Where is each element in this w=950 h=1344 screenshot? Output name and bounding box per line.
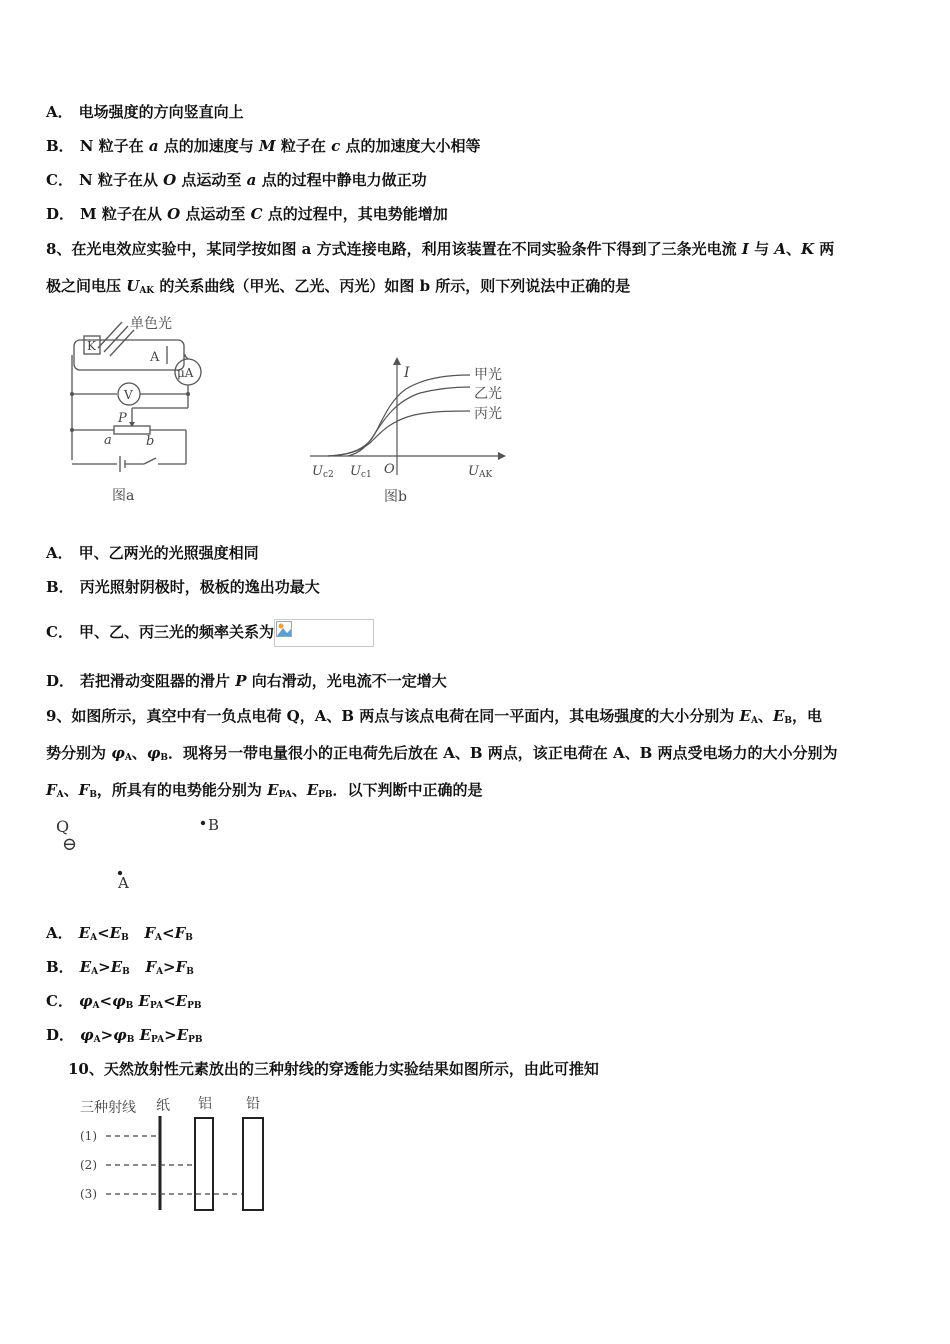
q8-option-a[interactable]: A． 甲、乙两光的光照强度相同 bbox=[46, 544, 259, 562]
q8-stem-line2: 极之间电压 $U_{AK}$ 的关系曲线（甲光、乙光、丙光）如图 b 所示，则下列说法中正确的是 bbox=[46, 277, 631, 296]
q10-stem: 10、天然放射性元素放出的三种射线的穿透能力实验结果如图所示，由此可推知 bbox=[68, 1060, 599, 1078]
curve-bing bbox=[328, 411, 470, 456]
label-lead: 铅 bbox=[246, 1096, 260, 1112]
q7-option-b[interactable]: B． N 粒子在 a 点的加速度与 M 粒子在 c 点的加速度大小相等 bbox=[46, 137, 481, 155]
q8-stem-line1: 8、在光电效应实验中，某同学按如图 a 方式连接电路，利用该装置在不同实验条件下得到了三条光电流 I 与 A、K 两 bbox=[46, 240, 835, 258]
figure-q10-penetration bbox=[76, 1090, 276, 1220]
q9-option-d[interactable]: D． $\varphi_A>\varphi_B$ $E_{PA}>E_{PB}$ bbox=[46, 1026, 203, 1045]
label-uc1: Uc1 bbox=[350, 464, 372, 480]
figure-a-caption: 图a bbox=[112, 488, 135, 504]
label-b: B bbox=[208, 816, 220, 834]
label-uc2: Uc2 bbox=[312, 464, 334, 480]
q9-option-a[interactable]: A． $E_A<E_B$ $F_A<F_B$ bbox=[46, 924, 193, 943]
label-b-end: b bbox=[146, 434, 155, 449]
label-ray-1: (1) bbox=[80, 1129, 97, 1143]
label-a-end: a bbox=[104, 433, 112, 448]
q7-option-a[interactable]: A． 电场强度的方向竖直向上 bbox=[46, 103, 244, 121]
image-icon bbox=[276, 621, 292, 637]
lead-block bbox=[243, 1118, 263, 1210]
label-ray-3: (3) bbox=[80, 1187, 97, 1201]
figure-b-curves bbox=[300, 355, 530, 515]
label-a: A bbox=[150, 350, 160, 365]
aluminum-block bbox=[195, 1118, 213, 1210]
q7-option-c[interactable]: C． N 粒子在从 O 点运动至 a 点的过程中静电力做正功 bbox=[46, 171, 427, 189]
curve-jia bbox=[328, 375, 470, 456]
q8-option-b[interactable]: B． 丙光照射阴极时，极板的逸出功最大 bbox=[46, 578, 320, 596]
label-light: 单色光 bbox=[130, 316, 172, 332]
figure-b-caption: 图b bbox=[384, 489, 407, 505]
label-ua: μA bbox=[177, 366, 194, 380]
negative-charge-icon: ⊖ bbox=[62, 834, 78, 855]
q7-option-d[interactable]: D． M 粒子在从 O 点运动至 C 点的过程中，其电势能增加 bbox=[46, 205, 448, 223]
label-paper: 纸 bbox=[156, 1098, 170, 1114]
legend-yi: 乙光 bbox=[474, 386, 502, 402]
q9-stem-line3: $F_A$、$F_B$，所具有的电势能分别为 $E_{PA}$、$E_{PB}$．以下判断中正确的是 bbox=[46, 781, 483, 800]
label-k: K bbox=[87, 339, 96, 353]
q8-option-c[interactable]: C． 甲、乙、丙三光的频率关系为 bbox=[46, 617, 374, 647]
label-i: I bbox=[404, 365, 410, 381]
label-v: V bbox=[124, 388, 133, 402]
label-point-a: A bbox=[118, 874, 129, 892]
label-rays: 三种射线 bbox=[80, 1100, 136, 1116]
figure-a-circuit bbox=[62, 312, 212, 512]
label-aluminum: 铝 bbox=[198, 1096, 212, 1112]
point-b bbox=[201, 821, 205, 825]
q9-option-c[interactable]: C． $\varphi_A<\varphi_B$ $E_{PA}<E_{PB}$ bbox=[46, 992, 202, 1011]
q9-stem-line1: 9、如图所示，真空中有一负点电荷 Q，A、B 两点与该点电荷在同一平面内，其电场强度的大小分别为 $E_A$、$E_B$，电 bbox=[46, 707, 822, 726]
legend-bing: 丙光 bbox=[474, 406, 502, 422]
q8-option-d[interactable]: D． 若把滑动变阻器的滑片 P 向右滑动，光电流不一定增大 bbox=[46, 672, 447, 690]
label-p: P bbox=[118, 411, 127, 426]
q9-option-b[interactable]: B． $E_A>E_B$ $F_A>F_B$ bbox=[46, 958, 194, 977]
label-origin: O bbox=[384, 462, 395, 477]
q9-stem-line2: 势分别为 $\varphi_A$、$\varphi_B$．现将另一带电量很小的正电荷先后放在 A、B 两点，该正电荷在 A、B 两点受电场力的大小分别为 bbox=[46, 744, 838, 763]
label-uak: UAK bbox=[468, 464, 493, 480]
figure-q9-charges bbox=[52, 812, 242, 897]
switch bbox=[144, 458, 156, 464]
rheostat bbox=[114, 426, 150, 434]
broken-image-placeholder bbox=[274, 619, 374, 647]
legend-jia: 甲光 bbox=[474, 367, 502, 383]
label-q: Q bbox=[56, 817, 70, 836]
label-ray-2: (2) bbox=[80, 1158, 97, 1172]
